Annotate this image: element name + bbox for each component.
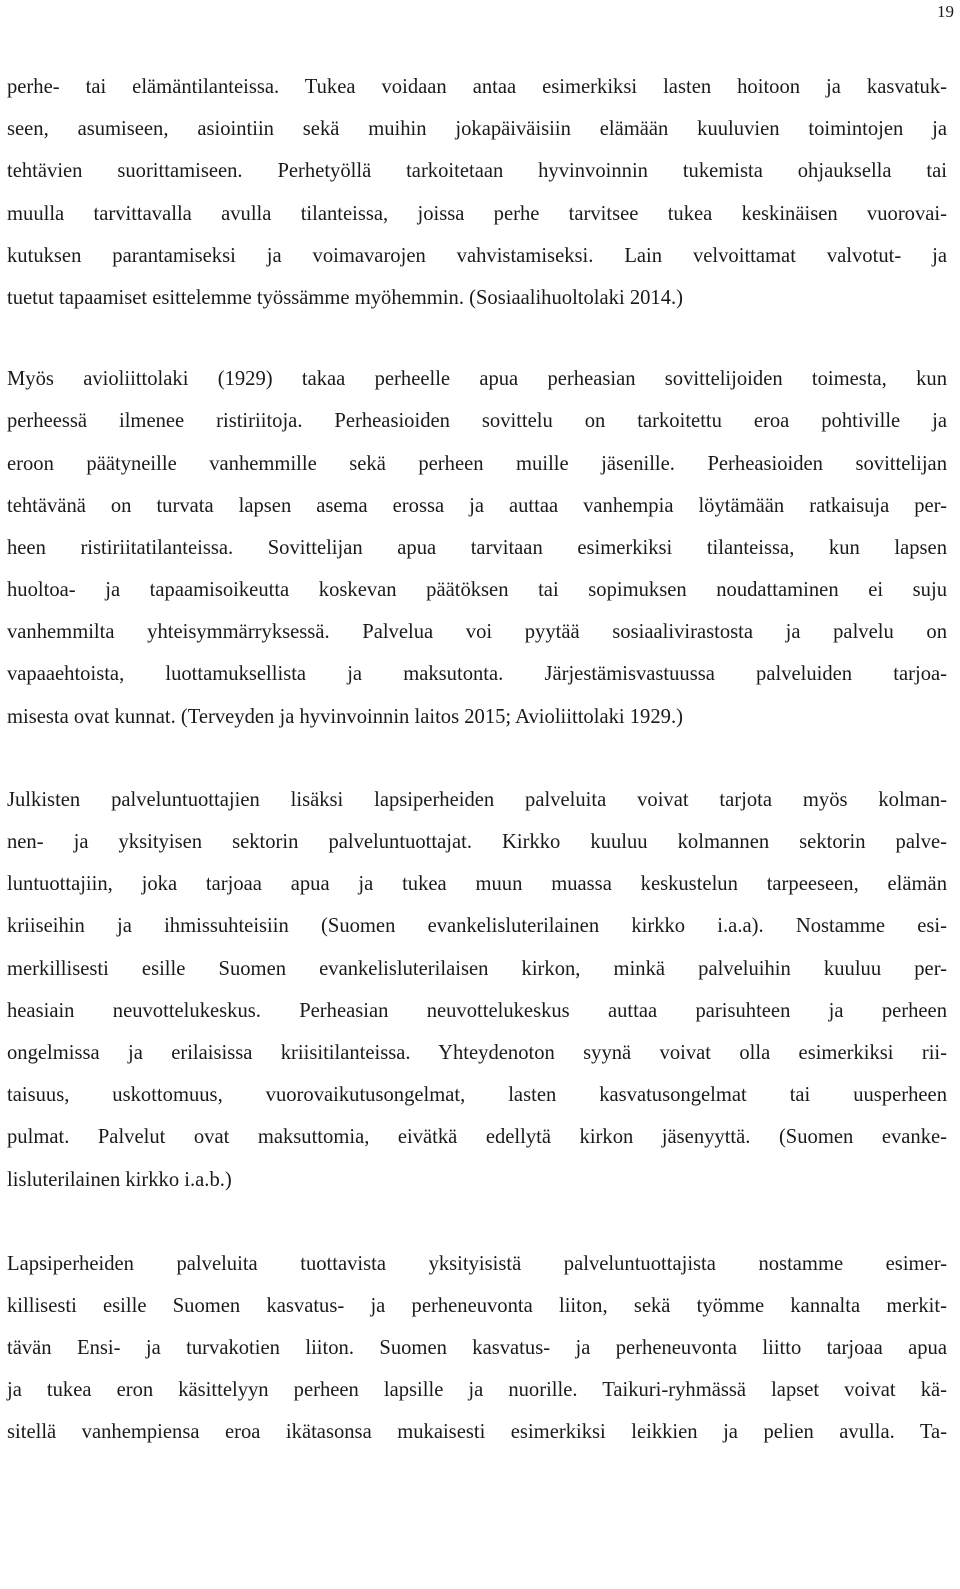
text-line: Lapsiperheiden palveluita tuottavista yksityisistä palveluntuottajista nostamme esimer- <box>7 1252 947 1275</box>
text-line: Julkisten palveluntuottajien lisäksi lapsiperheiden palveluita voivat tarjota myös kolman- <box>7 788 947 811</box>
text-line: killisesti esille Suomen kasvatus- ja perheneuvonta liiton, sekä työmme kannalta merkit- <box>7 1294 947 1317</box>
text-line: Myös avioliittolaki (1929) takaa perheelle apua perheasian sovittelijoiden toimesta, kun <box>7 368 947 391</box>
document-body <box>7 66 947 1454</box>
text-line: muulla tarvittavalla avulla tilanteissa, joissa perhe tarvitsee tukea keskinäisen vuorovai- <box>7 202 947 225</box>
text-line: heasiain neuvottelukeskus. Perheasian neuvottelukeskus auttaa parisuhteen ja perheen <box>7 999 947 1022</box>
text-line: vapaaehtoista, luottamuksellista ja maksutonta. Järjestämisvastuussa palveluiden tarjoa- <box>7 663 947 686</box>
text-line: sitellä vanhempiensa eroa ikätasonsa mukaisesti esimerkiksi leikkien ja pelien avulla. Ta- <box>7 1421 947 1444</box>
text-line: luntuottajiin, joka tarjoaa apua ja tukea muun muassa keskustelun tarpeeseen, elämän <box>7 873 947 896</box>
paragraph <box>7 779 947 1201</box>
text-line: tävän Ensi- ja turvakotien liiton. Suomen kasvatus- ja perheneuvonta liitto tarjoaa apua <box>7 1337 947 1360</box>
text-line: perheessä ilmenee ristiriitoja. Perheasioiden sovittelu on tarkoitettu eroa pohtiville ja <box>7 410 947 433</box>
text-line: heen ristiriitatilanteissa. Sovittelijan apua tarvitaan esimerkiksi tilanteissa, kun lapsen <box>7 536 947 559</box>
paragraph <box>7 358 947 738</box>
text-line: merkillisesti esille Suomen evankelisluterilaisen kirkon, minkä palveluihin kuuluu per- <box>7 957 947 980</box>
text-line: ja tukea eron käsittelyyn perheen lapsille ja nuorille. Taikuri-ryhmässä lapset voivat kä- <box>7 1379 947 1402</box>
text-line: huoltoa- ja tapaamisoikeutta koskevan päätöksen tai sopimuksen noudattaminen ei suju <box>7 579 947 602</box>
text-line: eroon päätyneille vanhemmille sekä perheen muille jäsenille. Perheasioiden sovittelijan <box>7 452 947 475</box>
text-line: taisuus, uskottomuus, vuorovaikutusongelmat, lasten kasvatusongelmat tai uusperheen <box>7 1084 947 1107</box>
text-line: vanhemmilta yhteisymmärryksessä. Palvelua voi pyytää sosiaalivirastosta ja palvelu on <box>7 621 947 644</box>
text-line: misesta ovat kunnat. (Terveyden ja hyvinvoinnin laitos 2015; Avioliittolaki 1929.) <box>7 705 683 728</box>
text-line: perhe- tai elämäntilanteissa. Tukea voidaan antaa esimerkiksi lasten hoitoon ja kasvatuk- <box>7 76 947 98</box>
text-line: tuetut tapaamiset esittelemme työssämme myöhemmin. (Sosiaalihuoltolaki 2014.) <box>7 286 684 309</box>
text-line: tehtävien suorittamiseen. Perhetyöllä tarkoitetaan hyvinvoinnin tukemista ohjauksella tai <box>7 160 947 183</box>
text-line: ongelmissa ja erilaisissa kriisitilanteissa. Yhteydenoton syynä voivat olla esimerkiksi rii- <box>7 1041 947 1064</box>
paragraph <box>7 66 947 319</box>
text-line: nen- ja yksityisen sektorin palveluntuottajat. Kirkko kuuluu kolmannen sektorin palve- <box>7 831 947 853</box>
text-line: lisluterilainen kirkko i.a.b.) <box>7 1168 232 1191</box>
page-number: 19 <box>937 2 954 21</box>
text-line: kriiseihin ja ihmissuhteisiin (Suomen evankelisluterilainen kirkko i.a.a). Nostamme esi- <box>7 915 947 938</box>
text-line: pulmat. Palvelut ovat maksuttomia, eivätkä edellytä kirkon jäsenyyttä. (Suomen evanke- <box>7 1126 947 1149</box>
text-line: tehtävänä on turvata lapsen asema erossa ja auttaa vanhempia löytämään ratkaisuja per- <box>7 494 947 517</box>
paragraph <box>7 1243 947 1454</box>
text-line: kutuksen parantamiseksi ja voimavarojen vahvistamiseksi. Lain velvoittamat valvotut- ja <box>7 244 947 267</box>
text-line: seen, asumiseen, asiointiin sekä muihin jokapäiväisiin elämään kuuluvien toimintojen ja <box>7 118 947 141</box>
